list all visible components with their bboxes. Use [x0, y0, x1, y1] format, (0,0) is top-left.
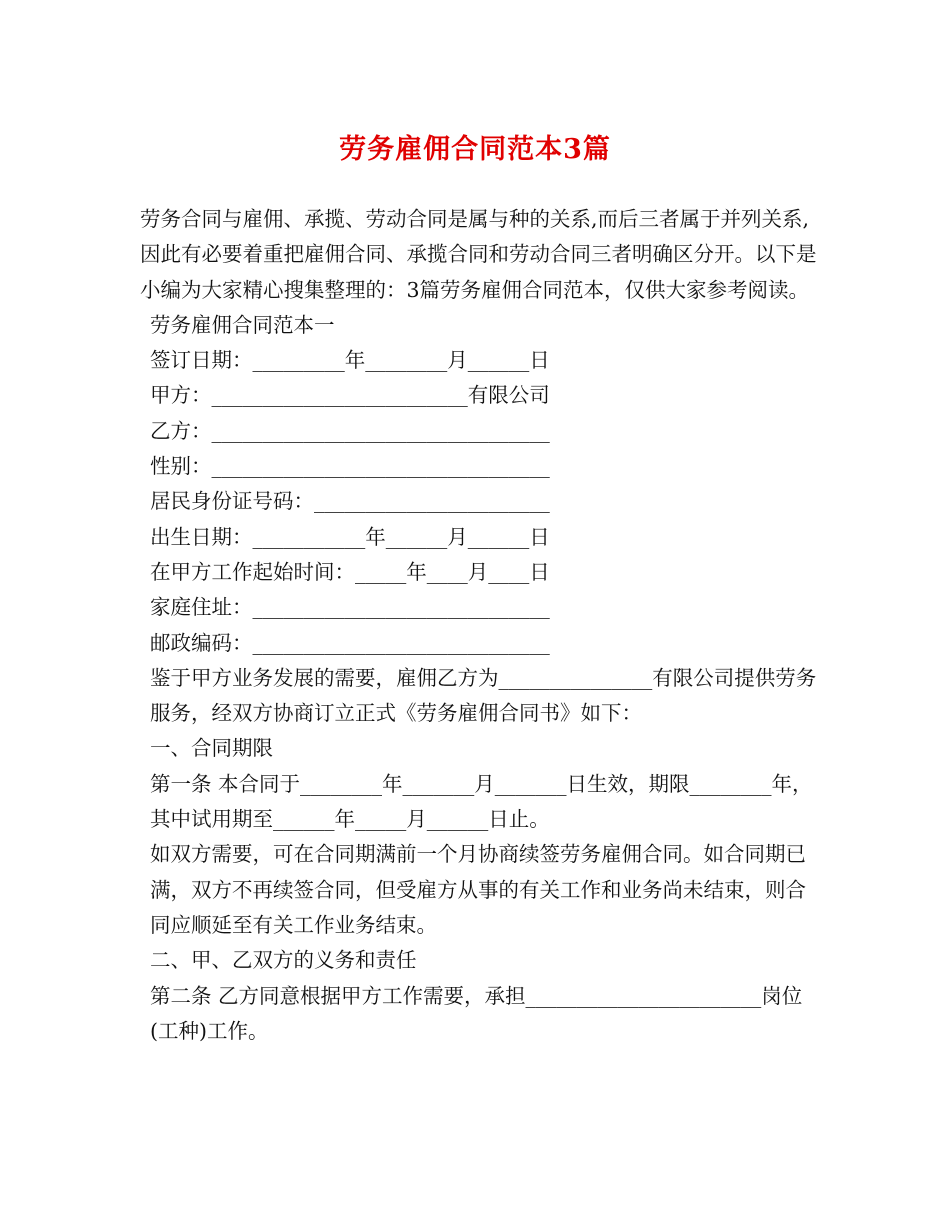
address-field: 家庭住址：_____________________________: [150, 595, 550, 620]
intro-paragraph: 劳务合同与雇佣、承揽、劳动合同是属与种的关系,而后三者属于并列关系,因此有必要着重把雇佣合同、承揽合同和劳动合同三者明确区分开。以下是小编为大家精心搜集整理的：3篇劳务雇佣合同范本，仅供大家参考阅读。: [140, 207, 817, 302]
chapter-two-heading: 二、甲、乙双方的义务和责任: [150, 948, 417, 973]
party-a-field: 甲方：_________________________有限公司: [150, 383, 550, 408]
gender-field: 性别：_________________________________: [150, 454, 550, 479]
id-number-field: 居民身份证号码：_______________________: [150, 489, 550, 514]
start-time-field: 在甲方工作起始时间：_____年____月____日: [150, 559, 550, 584]
preamble-paragraph: 鉴于甲方业务发展的需要，雇佣乙方为_______________有限公司提供劳务服务，经双方协商订立正式《劳务雇佣合同书》如下：: [150, 665, 817, 726]
postal-code-field: 邮政编码：_____________________________: [150, 630, 550, 655]
birth-date-field: 出生日期：___________年______月______日: [150, 524, 550, 549]
document-body: [140, 202, 820, 1049]
renewal-paragraph: 如双方需要，可在合同期满前一个月协商续签劳务雇佣合同。如合同期已满，双方不再续签合同，但受雇方从事的有关工作和业务尚未结束，则合同应顺延至有关工作业务结束。: [150, 842, 806, 937]
sign-date-field: 签订日期：_________年________月______日: [150, 348, 550, 373]
document-title: 劳务雇佣合同范本3篇: [339, 134, 611, 165]
party-b-field: 乙方：_________________________________: [150, 418, 550, 443]
article-one-paragraph: 第一条 本合同于________年_______月_______日生效，期限________年，其中试用期至______年_____月______日止。: [150, 771, 813, 832]
chapter-one-heading: 一、合同期限: [150, 736, 273, 761]
section-one-title: 劳务雇佣合同范本一: [150, 312, 335, 337]
article-two-paragraph: 第二条 乙方同意根据甲方工作需要，承担_______________________岗位(工种)工作。: [150, 983, 803, 1043]
